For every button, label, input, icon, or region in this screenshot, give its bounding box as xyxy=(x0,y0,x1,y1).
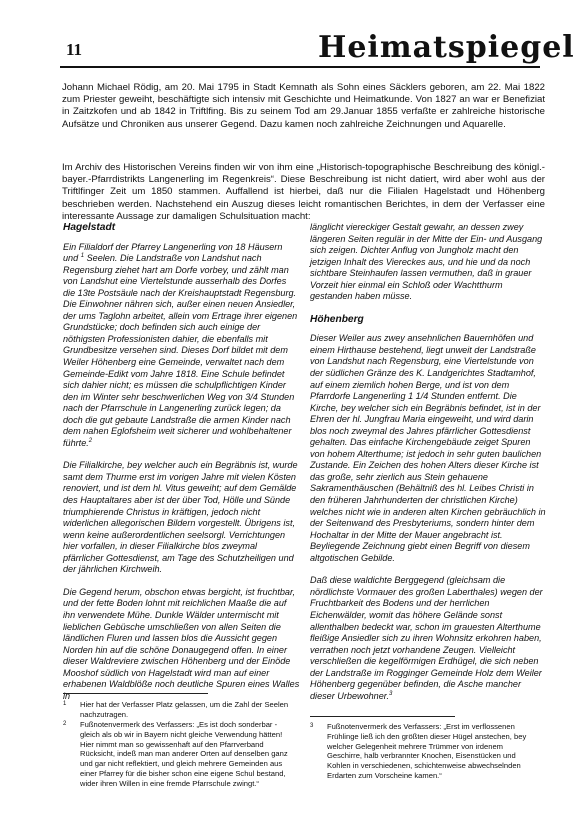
masthead-title: Heimatspiegel xyxy=(318,30,575,65)
intro-paragraph: Im Archiv des Historischen Vereins finden wir von ihm eine „Historisch-topographische Beschreibung des königl.-bayer.-Pfarrdistrikts Langenerling im Regenkreis“. Diese Beschreibung ist nicht datiert, wird aber wohl aus der Triftlfinger Zeit um 1850 stammen. Auffallend ist hierbei, daß nur die Filialen Hagelstadt und Höhenberg beschrieben werden. Nachstehend ein Auszug dieses leicht romantischen Berichtes, in dem der Verfasser eine interessante Aussage zur damaligen Schulsituation macht: xyxy=(62,161,545,223)
footnote-number: 3 xyxy=(310,723,314,729)
column-paragraph xyxy=(63,242,300,450)
section-heading-hoehenberg: Höhenberg xyxy=(310,313,364,325)
intro-paragraph: Johann Michael Rödig, am 20. Mai 1795 in Stadt Kemnath als Sohn eines Säcklers geboren, am 22. Mai 1822 zum Priester geweiht, beschäftigte sich intensiv mit Geschichte und Heimatkunde. Von 1827 an war er Benefiziat in Zaitzkofen und ab 1842 in Triftlfing. Bis zu seinem Tod am 29.Januar 1855 verfaßte er zahlreiche historische Aufsätze und Chroniken aus unserer Gegend. Dazu kamen noch zahlreiche Zeichnungen und Aquarelle. xyxy=(62,81,545,130)
paragraph-text: Ein Filialdorf der Pfarrey Langenerling von 18 Häusern und xyxy=(63,241,283,264)
paragraph-text: Daß diese waldichte Berggegend (gleichsam die nördlichste Vormauer des großen Laberthales) wegen der Fruchtbarkeit des Bodens und der herrlichen Eichenwälder, womit das höhere Gelände sonst allenthalben bedeckt war, schon im grauesten Alterthume fleißige Ansiedler sich zu ihren Wohnsitz erkohren haben, verrathen noch jetzt vorhandene Zeugen. Vielleicht verschließen die kegelförmigen Erdhügel, die sich neben der Landstraße im Rogginger Gemeinde Holz dem Weiler Höhenberg gegenüber befinden, die Asche mancher dieser Urbewohner. xyxy=(310,575,543,701)
page-number: 11 xyxy=(66,40,83,59)
footnote xyxy=(63,700,295,720)
column-paragraph: länglicht viereckiger Gestalt gewahr, an dessen zwey längeren Seiten regulär in der Mitte der Ein- und Ausgang sich zeigen. Dichter Anflug von Jungholz macht den jetzigen Inhalt des Viereckes aus, und hie und da noch sichtbare Steinhaufen lassen vermuthen, daß in grauer Vorzeit hier einmal ein Schloß oder Wachtthurm gestanden haben müsse. xyxy=(310,222,543,302)
footnote xyxy=(63,720,295,789)
footnote-ref: 1 xyxy=(80,253,85,260)
column-paragraph: Dieser Weiler aus zwey ansehnlichen Bauernhöfen und einem Hirthause bestehend, liegt unweit der Landstraße von Landshut nach Regensburg, eine Viertelstunde von der südlichen Gränze des K. Landgerichtes Stadtamhof, auf einem ziemlich hohen Berge, und ist von dem Pfarrdorfe Langenerling 1 1/4 Stunden entfernt. Die Kirche, bey welcher sich ein Begräbnis befindet, ist in der Ehren der hl. Jungfrau Maria eingeweiht, und wird darin blos noch zweymal des Jahres pfärrlicher Gottesdienst gehalten. Das einfache Kirchengebäude zeiget Spuren von hohem Alterthume; ist jedoch in sehr guten baulichen Zustande. Ein Zeichen des hohen Alters dieser Kirche ist das große, sehr zierlich aus Stein gehauene Sakramenthäuschen (Behältniß des hl. Leibes Christi in den früheren Jahrhunderten der christlichen Kirche) welches nicht wie in anderen alten Kirchen gebräuchlich in der Seitenwand des Presbyteriums, sondern hinter dem Hochaltar in der Mitte der Mauer angebracht ist. Beyliegende Zeichnung giebt einen Begriff von diesem altgotischen Gebilde. xyxy=(310,333,546,563)
footnote-ref: 2 xyxy=(88,437,93,444)
footnote-rule xyxy=(63,693,208,694)
footnote-rule xyxy=(310,716,455,717)
footnote-ref: 3 xyxy=(389,690,393,697)
column-paragraph xyxy=(310,575,547,702)
header-rule xyxy=(60,66,540,68)
footnote-text: Fußnotenvermerk des Verfassers: „Erst im verflossenen Frühlinge ließ ich den größten dieser Hügel anstechen, bey welcher Gelegenheit mehrere Trümmer von irdenem Geschirre, halb verbrannter Knochen, Eisenstücken und Kohlen in verschiedenen, schichtenweise abwechselnden Erdarten zum Vorscheine kamen.“ xyxy=(327,722,527,780)
footnote-number: 2 xyxy=(63,721,67,727)
footnote xyxy=(310,722,538,781)
section-heading-hagelstadt: Hagelstadt xyxy=(63,222,116,233)
right-column xyxy=(310,222,547,713)
left-column xyxy=(63,222,300,713)
paragraph-text: Seelen. Die Landstraße von Landshut nach Regensburg ziehet hart am Dorfe vorbey, und zählt man von Landshut eine Viertelstunde ausserhalb des Dorfes die 13te Postsäule nach der Kreishauptstadt Regensburg. Die Einwohner nähren sich, außer einen neuen Ansiedler, der ums Taglohn arbeitet, allein vom Ertrage ihrer eigenen Grundstücke; doch befinden sich auch einige der nöthigsten Professionisten dahier, die ebenfalls mit Grundbesitze versehen sind. Dieses Dorf bildet mit dem Weiler Höhenberg eine Gemeinde, verwaltet nach dem Gemeinde-Edikt vom Jahre 1818. Eine Schule befindet sich dahier nicht; es müssen die schulpflichtigen Kinder den im Winter sehr beschwerlichen Weg von 3/4 Stunden nach der Pfarrschule in Langenerling zurück legen; da doch die gut gebaute Landstraße die armen Kinder nach dem nahen Eglofsheim weit sicherer und wohlbehaltener führte. xyxy=(63,253,298,448)
column-paragraph: Die Gegend herum, obschon etwas bergicht, ist fruchtbar, und der fette Boden lohnt mit reichlichen Maaße die auf ihn verwendete Mühe. Dunkle Wälder untermischt mit lieblichen Gebüsche umschließen von allen Seiten die ländlichen Fluren und lassen blos die Aussicht gegen Norden hin auf die schöne Donaugegend offen. In einer dieser Waldreviere zwischen Höhenberg und der Einöde Mooshof südlich von Hagelstadt wird man auf einer erhabenen Waldblöße noch deutliche Spuren eines Walles in xyxy=(63,586,300,701)
column-paragraph: Die Filialkirche, bey welcher auch ein Begräbnis ist, wurde samt dem Thurme erst im vorigen Jahre mit vielen Kösten renoviert, und ist dem hl. Vitus geweiht; auf dem Gemälde des Hauptaltares aber ist der über Tod, Hölle und Sünde triumphierende Christus in kräftigen, jedoch nicht widerlichen allegorischen Bildern vorgestellt. Übrigens ist, wenn keine außerordentlichen seelsorgl. Verrichtungen hier vorfallen, in dieser Filialkirche blos zweymal pfärrlicher Gottesdienst, am Tage des Schutzheiligen und der jährlichen Kirchweih. xyxy=(63,460,298,575)
footnote-text: Fußnotenvermerk des Verfassers: „Es ist doch sonderbar - gleich als ob wir in Bayern nicht gleiche Verwendung hätten! Hier nimmt man so gewissenhaft auf den Pfarrverband Rücksicht, indeß man man anderer Orten auf denselben ganz und gar nicht reflektiert, und gleich mehrere Gemeinden aus einer Pfarrey für die bisher schon eine eigene Schul bestand, wider ihren Willen in eine fremde Pfarrschule zwingt.“ xyxy=(80,720,288,788)
footnote-text: Hier hat der Verfasser Platz gelassen, um die Zahl der Seelen nachzutragen. xyxy=(80,700,289,719)
footnote-number: 1 xyxy=(63,701,67,707)
